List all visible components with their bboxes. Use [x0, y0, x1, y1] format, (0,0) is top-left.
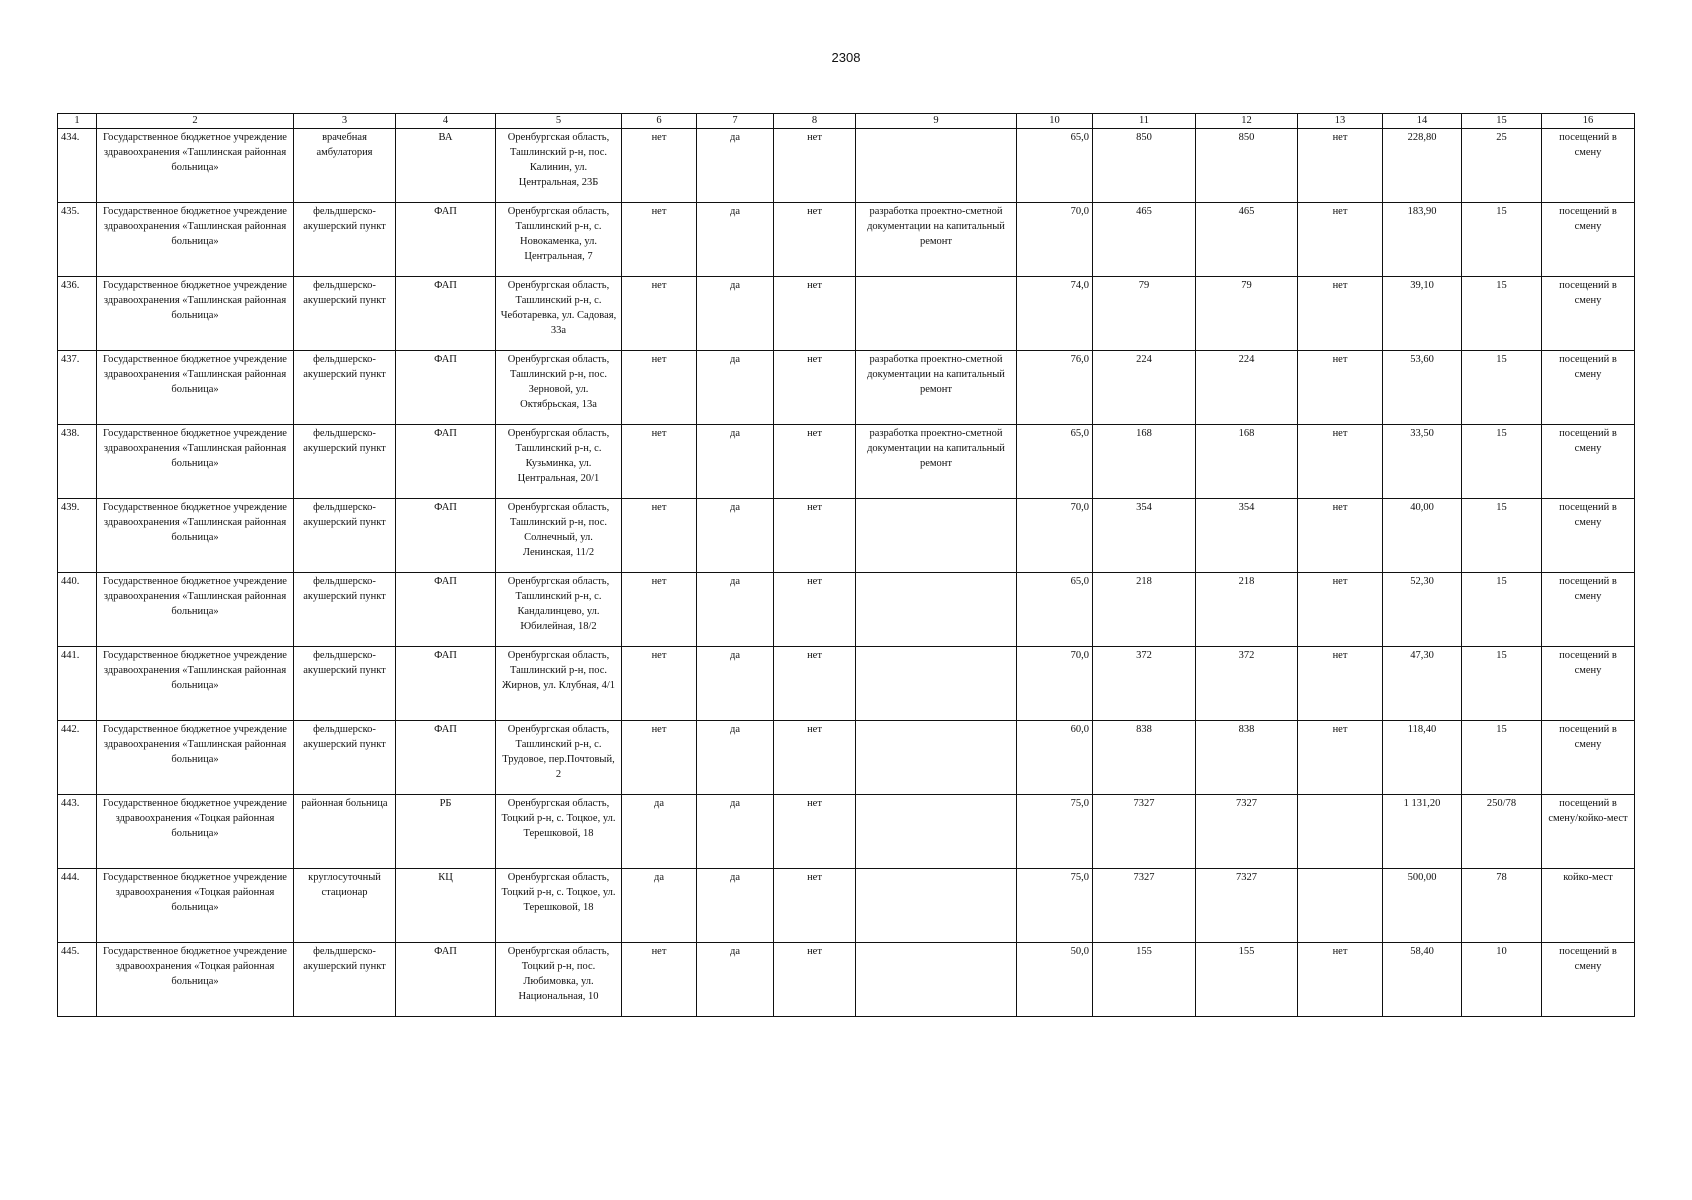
facility-type-cell: фельдшерско-акушерский пункт — [294, 351, 396, 425]
row-number: 441. — [58, 647, 97, 721]
col10-cell: 74,0 — [1017, 277, 1093, 351]
col13-cell — [1298, 869, 1383, 943]
col13-cell — [1298, 795, 1383, 869]
abbreviation-cell: ВА — [396, 129, 496, 203]
col7-cell: да — [697, 425, 774, 499]
col10-cell: 65,0 — [1017, 425, 1093, 499]
column-header: 9 — [856, 114, 1017, 129]
col16-cell: посещений в смену — [1542, 943, 1635, 1017]
col6-cell: нет — [622, 203, 697, 277]
col11-cell: 7327 — [1093, 795, 1196, 869]
col13-cell: нет — [1298, 499, 1383, 573]
col10-cell: 70,0 — [1017, 647, 1093, 721]
organization-cell: Государственное бюджетное учреждение здравоохранения «Тоцкая районная больница» — [97, 943, 294, 1017]
address-cell: Оренбургская область, Ташлинский р-н, пос. Калинин, ул. Центральная, 23Б — [496, 129, 622, 203]
page-number: 2308 — [831, 50, 861, 65]
col12-cell: 838 — [1196, 721, 1298, 795]
facility-type-cell: врачебная амбулатория — [294, 129, 396, 203]
row-number: 442. — [58, 721, 97, 795]
table-row — [58, 499, 1635, 573]
col11-cell: 354 — [1093, 499, 1196, 573]
col13-cell: нет — [1298, 573, 1383, 647]
col14-cell: 39,10 — [1383, 277, 1462, 351]
col8-cell: нет — [774, 203, 856, 277]
col15-cell: 15 — [1462, 721, 1542, 795]
organization-cell: Государственное бюджетное учреждение здравоохранения «Ташлинская районная больница» — [97, 129, 294, 203]
col14-cell: 228,80 — [1383, 129, 1462, 203]
organization-cell: Государственное бюджетное учреждение здравоохранения «Ташлинская районная больница» — [97, 647, 294, 721]
column-header: 6 — [622, 114, 697, 129]
header-row — [58, 114, 1635, 129]
col12-cell: 224 — [1196, 351, 1298, 425]
col14-cell: 183,90 — [1383, 203, 1462, 277]
col9-cell: разработка проектно-сметной документации на капитальный ремонт — [856, 351, 1017, 425]
col15-cell: 78 — [1462, 869, 1542, 943]
col15-cell: 15 — [1462, 351, 1542, 425]
col7-cell: да — [697, 351, 774, 425]
col8-cell: нет — [774, 425, 856, 499]
col16-cell: посещений в смену — [1542, 129, 1635, 203]
col13-cell: нет — [1298, 943, 1383, 1017]
column-header: 3 — [294, 114, 396, 129]
col11-cell: 850 — [1093, 129, 1196, 203]
col8-cell: нет — [774, 277, 856, 351]
col10-cell: 76,0 — [1017, 351, 1093, 425]
facility-type-cell: фельдшерско-акушерский пункт — [294, 573, 396, 647]
col8-cell: нет — [774, 129, 856, 203]
col9-cell — [856, 647, 1017, 721]
col6-cell: нет — [622, 499, 697, 573]
address-cell: Оренбургская область, Тоцкий р-н, пос. Любимовка, ул. Национальная, 10 — [496, 943, 622, 1017]
abbreviation-cell: ФАП — [396, 647, 496, 721]
row-number: 435. — [58, 203, 97, 277]
col6-cell: нет — [622, 129, 697, 203]
col16-cell: посещений в смену — [1542, 499, 1635, 573]
col11-cell: 224 — [1093, 351, 1196, 425]
abbreviation-cell: ФАП — [396, 721, 496, 795]
col10-cell: 70,0 — [1017, 203, 1093, 277]
col15-cell: 250/78 — [1462, 795, 1542, 869]
row-number: 438. — [58, 425, 97, 499]
col6-cell: нет — [622, 425, 697, 499]
column-header: 7 — [697, 114, 774, 129]
row-number: 437. — [58, 351, 97, 425]
facility-type-cell: фельдшерско-акушерский пункт — [294, 425, 396, 499]
col10-cell: 50,0 — [1017, 943, 1093, 1017]
facility-type-cell: круглосуточный стационар — [294, 869, 396, 943]
column-header: 4 — [396, 114, 496, 129]
organization-cell: Государственное бюджетное учреждение здравоохранения «Ташлинская районная больница» — [97, 351, 294, 425]
table-row — [58, 795, 1635, 869]
column-header: 14 — [1383, 114, 1462, 129]
table-row — [58, 425, 1635, 499]
organization-cell: Государственное бюджетное учреждение здравоохранения «Ташлинская районная больница» — [97, 721, 294, 795]
column-header: 11 — [1093, 114, 1196, 129]
organization-cell: Государственное бюджетное учреждение здравоохранения «Ташлинская районная больница» — [97, 277, 294, 351]
col12-cell: 218 — [1196, 573, 1298, 647]
col8-cell: нет — [774, 647, 856, 721]
col12-cell: 7327 — [1196, 869, 1298, 943]
organization-cell: Государственное бюджетное учреждение здравоохранения «Ташлинская районная больница» — [97, 499, 294, 573]
col6-cell: нет — [622, 943, 697, 1017]
col9-cell — [856, 129, 1017, 203]
col6-cell: да — [622, 795, 697, 869]
address-cell: Оренбургская область, Ташлинский р-н, пос. Зерновой, ул. Октябрьская, 13а — [496, 351, 622, 425]
col8-cell: нет — [774, 869, 856, 943]
column-header: 13 — [1298, 114, 1383, 129]
column-header: 15 — [1462, 114, 1542, 129]
address-cell: Оренбургская область, Ташлинский р-н, с. Новокаменка, ул. Центральная, 7 — [496, 203, 622, 277]
col8-cell: нет — [774, 943, 856, 1017]
address-cell: Оренбургская область, Ташлинский р-н, с. Чеботаревка, ул. Садовая, 33а — [496, 277, 622, 351]
row-number: 436. — [58, 277, 97, 351]
col15-cell: 15 — [1462, 203, 1542, 277]
col11-cell: 218 — [1093, 573, 1196, 647]
row-number: 444. — [58, 869, 97, 943]
col10-cell: 65,0 — [1017, 573, 1093, 647]
col11-cell: 7327 — [1093, 869, 1196, 943]
col15-cell: 15 — [1462, 499, 1542, 573]
abbreviation-cell: ФАП — [396, 425, 496, 499]
row-number: 443. — [58, 795, 97, 869]
abbreviation-cell: ФАП — [396, 277, 496, 351]
table-row — [58, 647, 1635, 721]
facility-type-cell: фельдшерско-акушерский пункт — [294, 721, 396, 795]
col7-cell: да — [697, 499, 774, 573]
abbreviation-cell: ФАП — [396, 351, 496, 425]
organization-cell: Государственное бюджетное учреждение здравоохранения «Тоцкая районная больница» — [97, 795, 294, 869]
col6-cell: нет — [622, 277, 697, 351]
row-number: 440. — [58, 573, 97, 647]
col14-cell: 40,00 — [1383, 499, 1462, 573]
col8-cell: нет — [774, 573, 856, 647]
col14-cell: 47,30 — [1383, 647, 1462, 721]
col13-cell: нет — [1298, 129, 1383, 203]
address-cell: Оренбургская область, Ташлинский р-н, пос. Солнечный, ул. Ленинская, 11/2 — [496, 499, 622, 573]
abbreviation-cell: ФАП — [396, 573, 496, 647]
col13-cell: нет — [1298, 277, 1383, 351]
col11-cell: 465 — [1093, 203, 1196, 277]
column-header: 1 — [58, 114, 97, 129]
column-header: 8 — [774, 114, 856, 129]
facility-type-cell: фельдшерско-акушерский пункт — [294, 647, 396, 721]
abbreviation-cell: ФАП — [396, 499, 496, 573]
address-cell: Оренбургская область, Ташлинский р-н, с. Кандалинцево, ул. Юбилейная, 18/2 — [496, 573, 622, 647]
table-row — [58, 573, 1635, 647]
col8-cell: нет — [774, 795, 856, 869]
col10-cell: 60,0 — [1017, 721, 1093, 795]
col6-cell: да — [622, 869, 697, 943]
col7-cell: да — [697, 203, 774, 277]
organization-cell: Государственное бюджетное учреждение здравоохранения «Ташлинская районная больница» — [97, 573, 294, 647]
col16-cell: посещений в смену — [1542, 721, 1635, 795]
column-header: 10 — [1017, 114, 1093, 129]
col15-cell: 15 — [1462, 573, 1542, 647]
organization-cell: Государственное бюджетное учреждение здравоохранения «Ташлинская районная больница» — [97, 203, 294, 277]
col11-cell: 838 — [1093, 721, 1196, 795]
abbreviation-cell: РБ — [396, 795, 496, 869]
col16-cell: койко-мест — [1542, 869, 1635, 943]
col15-cell: 15 — [1462, 425, 1542, 499]
facilities-table — [57, 113, 1635, 1017]
col9-cell — [856, 943, 1017, 1017]
col12-cell: 79 — [1196, 277, 1298, 351]
col14-cell: 53,60 — [1383, 351, 1462, 425]
row-number: 434. — [58, 129, 97, 203]
col12-cell: 850 — [1196, 129, 1298, 203]
col15-cell: 15 — [1462, 647, 1542, 721]
col14-cell: 500,00 — [1383, 869, 1462, 943]
abbreviation-cell: ФАП — [396, 203, 496, 277]
col10-cell: 70,0 — [1017, 499, 1093, 573]
col9-cell — [856, 499, 1017, 573]
col14-cell: 33,50 — [1383, 425, 1462, 499]
col13-cell: нет — [1298, 351, 1383, 425]
column-header: 5 — [496, 114, 622, 129]
col10-cell: 75,0 — [1017, 795, 1093, 869]
address-cell: Оренбургская область, Ташлинский р-н, пос. Жирнов, ул. Клубная, 4/1 — [496, 647, 622, 721]
abbreviation-cell: КЦ — [396, 869, 496, 943]
table-row — [58, 721, 1635, 795]
col7-cell: да — [697, 795, 774, 869]
col9-cell: разработка проектно-сметной документации на капитальный ремонт — [856, 425, 1017, 499]
address-cell: Оренбургская область, Ташлинский р-н, с. Трудовое, пер.Почтовый, 2 — [496, 721, 622, 795]
address-cell: Оренбургская область, Ташлинский р-н, с. Кузьминка, ул. Центральная, 20/1 — [496, 425, 622, 499]
col13-cell: нет — [1298, 721, 1383, 795]
col11-cell: 155 — [1093, 943, 1196, 1017]
col12-cell: 7327 — [1196, 795, 1298, 869]
col6-cell: нет — [622, 351, 697, 425]
organization-cell: Государственное бюджетное учреждение здравоохранения «Тоцкая районная больница» — [97, 869, 294, 943]
col7-cell: да — [697, 943, 774, 1017]
col13-cell: нет — [1298, 425, 1383, 499]
table-body — [58, 129, 1635, 1017]
col9-cell: разработка проектно-сметной документации на капитальный ремонт — [856, 203, 1017, 277]
address-cell: Оренбургская область, Тоцкий р-н, с. Тоцкое, ул. Терешковой, 18 — [496, 869, 622, 943]
column-header: 16 — [1542, 114, 1635, 129]
col11-cell: 79 — [1093, 277, 1196, 351]
col14-cell: 58,40 — [1383, 943, 1462, 1017]
col16-cell: посещений в смену/койко-мест — [1542, 795, 1635, 869]
col10-cell: 65,0 — [1017, 129, 1093, 203]
col16-cell: посещений в смену — [1542, 573, 1635, 647]
col12-cell: 372 — [1196, 647, 1298, 721]
col6-cell: нет — [622, 721, 697, 795]
facility-type-cell: районная больница — [294, 795, 396, 869]
table-row — [58, 129, 1635, 203]
abbreviation-cell: ФАП — [396, 943, 496, 1017]
col11-cell: 372 — [1093, 647, 1196, 721]
col16-cell: посещений в смену — [1542, 351, 1635, 425]
facility-type-cell: фельдшерско-акушерский пункт — [294, 277, 396, 351]
col16-cell: посещений в смену — [1542, 425, 1635, 499]
facility-type-cell: фельдшерско-акушерский пункт — [294, 499, 396, 573]
col8-cell: нет — [774, 499, 856, 573]
organization-cell: Государственное бюджетное учреждение здравоохранения «Ташлинская районная больница» — [97, 425, 294, 499]
col9-cell — [856, 869, 1017, 943]
col14-cell: 1 131,20 — [1383, 795, 1462, 869]
col7-cell: да — [697, 869, 774, 943]
col15-cell: 15 — [1462, 277, 1542, 351]
col14-cell: 52,30 — [1383, 573, 1462, 647]
col7-cell: да — [697, 721, 774, 795]
table-row — [58, 277, 1635, 351]
facility-type-cell: фельдшерско-акушерский пункт — [294, 943, 396, 1017]
col8-cell: нет — [774, 721, 856, 795]
table-row — [58, 869, 1635, 943]
row-number: 445. — [58, 943, 97, 1017]
row-number: 439. — [58, 499, 97, 573]
facility-type-cell: фельдшерско-акушерский пункт — [294, 203, 396, 277]
col13-cell: нет — [1298, 647, 1383, 721]
col7-cell: да — [697, 573, 774, 647]
col7-cell: да — [697, 277, 774, 351]
table-row — [58, 943, 1635, 1017]
col6-cell: нет — [622, 647, 697, 721]
column-header: 12 — [1196, 114, 1298, 129]
table-row — [58, 351, 1635, 425]
col11-cell: 168 — [1093, 425, 1196, 499]
col6-cell: нет — [622, 573, 697, 647]
column-header: 2 — [97, 114, 294, 129]
col7-cell: да — [697, 647, 774, 721]
col12-cell: 168 — [1196, 425, 1298, 499]
col8-cell: нет — [774, 351, 856, 425]
col16-cell: посещений в смену — [1542, 647, 1635, 721]
col14-cell: 118,40 — [1383, 721, 1462, 795]
col12-cell: 354 — [1196, 499, 1298, 573]
col9-cell — [856, 277, 1017, 351]
col16-cell: посещений в смену — [1542, 277, 1635, 351]
col9-cell — [856, 721, 1017, 795]
col13-cell: нет — [1298, 203, 1383, 277]
col10-cell: 75,0 — [1017, 869, 1093, 943]
col15-cell: 25 — [1462, 129, 1542, 203]
col7-cell: да — [697, 129, 774, 203]
col12-cell: 155 — [1196, 943, 1298, 1017]
col12-cell: 465 — [1196, 203, 1298, 277]
col15-cell: 10 — [1462, 943, 1542, 1017]
address-cell: Оренбургская область, Тоцкий р-н, с. Тоцкое, ул. Терешковой, 18 — [496, 795, 622, 869]
table-row — [58, 203, 1635, 277]
col9-cell — [856, 795, 1017, 869]
col16-cell: посещений в смену — [1542, 203, 1635, 277]
col9-cell — [856, 573, 1017, 647]
